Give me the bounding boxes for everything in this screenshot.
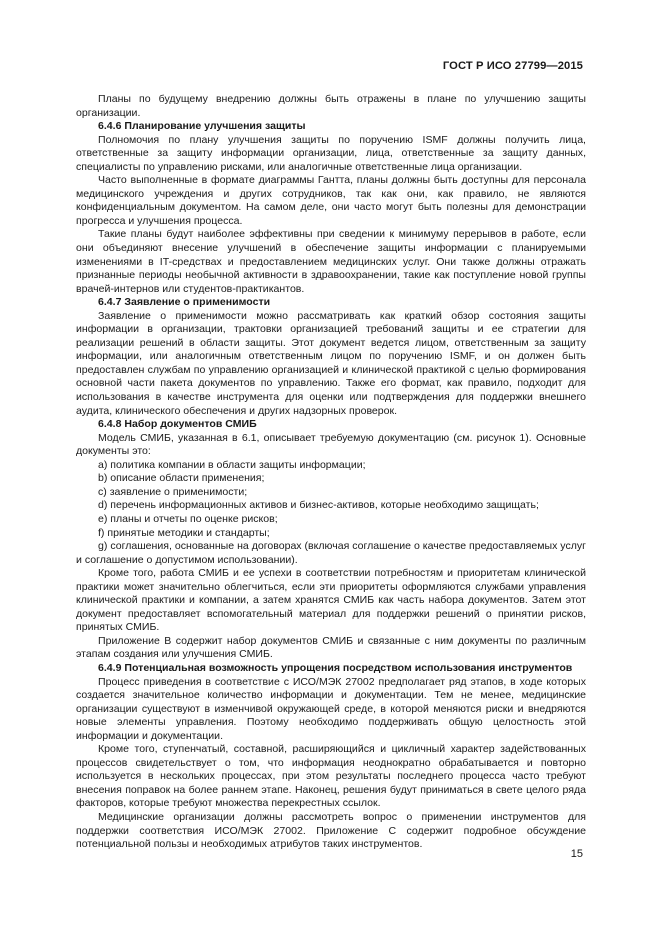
page-number: 15 (570, 848, 583, 860)
paragraph-6-4-9-2: Кроме того, ступенчатый, составной, расширяющийся и цикличный характер задействованных процессов свидетельствует о том, что информация неоднократно обрабатывается и повторно используется в нескольких процессах, при этом результаты последнего процесса часто требуют внесения поправок на более раннем этапе. Наконец, решения будут приниматься в свете целого ряда факторов, которые требуют множества перекрестных ссылок. (76, 743, 586, 810)
paragraph-6-4-8-1: Модель СМИБ, указанная в 6.1, описывает требуемую документацию (см. рисунок 1). Основные документы это: (76, 431, 586, 458)
section-heading-6-4-9: 6.4.9 Потенциальная возможность упрощения посредством использования инструментов (98, 661, 573, 674)
paragraph-6-4-9-1: Процесс приведения в соответствие с ИСО/МЭК 27002 предполагает ряд этапов, в ходе которых создается значительное количество информации и документации. Тем не менее, медицинские организации существуют в изменчивой окружающей среде, в которой меняются риски и внедряются новые элементы управления. Поэтому необходимо поддерживать общую целостность этой информации и документации. (76, 675, 586, 742)
paragraph-6-4-7-1: Заявление о применимости можно рассматривать как краткий обзор состояния защиты информации в организации, трактовки организацией требований защиты и ее стратегии для реализации решений в области защиты. Этот документ ведется лицом, ответственным за защиту информации, или аналогичным ответственным лицом по поручению ISMF, и он должен быть предоставлен службам по управлению организацией и клинической практикой с целью формирования основной части пакета документов по управлению. Также его формат, как правило, подходит для использования в качестве инструмента для оценки или подтверждения для поддержки внешнего аудита, клинического обеспечения и других надзорных проверок. (76, 309, 586, 417)
standard-code-header: ГОСТ Р ИСО 27799—2015 (442, 60, 583, 72)
paragraph-6-4-8-2: Кроме того, работа СМИБ и ее успехи в соответствии потребностям и приоритетам клинической практики может значительно облегчиться, если эти приоритеты оформляются службами управления клинической практики и компании, а затем хранятся СМИБ как часть набора документов. Затем этот документ предоставляет вспомогательный материал для поддержки решений о принятии рисков, принятых СМИБ. (76, 567, 586, 634)
section-heading-6-4-6: 6.4.6 Планирование улучшения защиты (98, 120, 306, 133)
section-heading-6-4-7: 6.4.7 Заявление о применимости (98, 296, 271, 309)
document-body (76, 93, 586, 852)
section-heading-6-4-8: 6.4.8 Набор документов СМИБ (98, 418, 257, 431)
list-item-c: c) заявление о применимости; (98, 485, 248, 498)
paragraph-6-4-6-2: Часто выполненные в формате диаграммы Гантта, планы должны быть доступны для персонала медицинского учреждения и других сотрудников, так как они, как правило, не являются конфиденциальным документом. На самом деле, они часто могут быть полезны для демонстрации прогресса и улучшения процесса. (76, 174, 586, 227)
paragraph-6-4-8-3: Приложение В содержит набор документов СМИБ и связанные с ним документы по различным этапам создания или улучшения СМИБ. (76, 634, 586, 661)
paragraph-6-4-6-1: Полномочия по плану улучшения защиты по поручению ISMF должны получить лица, ответственные за защиту информации организации, лица, ответственные за защиту данных, специалисты по управлению рисками, или аналогичные ответственные лица организации. (76, 133, 586, 173)
list-item-g: g) соглашения, основанные на договорах (включая соглашение о качестве предоставляемых услуг и соглашение о допустимом использовании). (76, 540, 586, 566)
paragraph-intro: Планы по будущему внедрению должны быть отражены в плане по улучшению защиты организации. (76, 93, 586, 119)
list-item-a: a) политика компании в области защиты информации; (98, 458, 366, 471)
list-item-e: e) планы и отчеты по оценке рисков; (98, 512, 278, 525)
list-item-b: b) описание области применения; (98, 472, 265, 485)
paragraph-6-4-9-3: Медицинские организации должны рассмотреть вопрос о применении инструментов для поддержки соответствия ИСО/МЭК 27002. Приложение С содержит подробное обсуждение потенциальной пользы и необходимых атрибутов таких инструментов. (76, 810, 586, 851)
list-item-d: d) перечень информационных активов и бизнес-активов, которые необходимо защищать; (98, 499, 539, 512)
paragraph-6-4-6-3: Такие планы будут наиболее эффективны при сведении к минимуму перерывов в работе, если они объединяют внесение улучшений в обеспечение защиты информации с планируемыми изменениями в IT-средствах и предоставлением медицинских услуг. Они также должны отражать признанные периоды необычной активности в здравоохранении, такие как поступление новой группы врачей-интернов или студентов-практикантов. (76, 228, 586, 295)
list-item-f: f) принятые методики и стандарты; (98, 526, 270, 539)
